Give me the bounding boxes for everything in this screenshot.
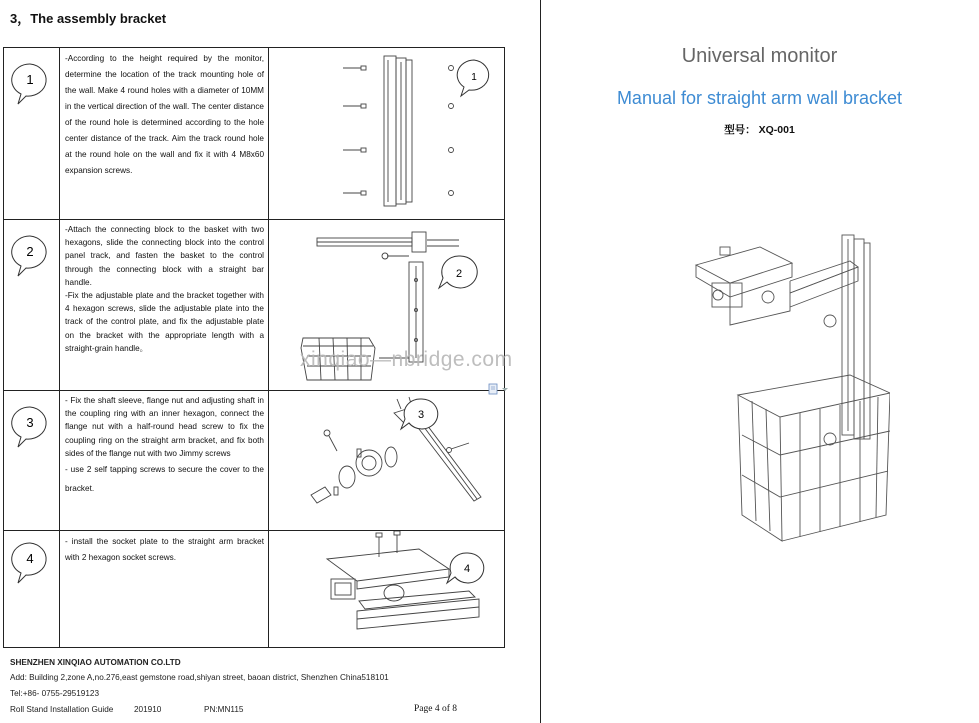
flange-nut-icon xyxy=(311,487,331,503)
figure-callout-bubble xyxy=(457,60,488,96)
screw-icon xyxy=(343,66,366,195)
figure-label: 3 xyxy=(417,409,425,421)
figure-callout-bubble xyxy=(439,256,477,288)
step-number: 1 xyxy=(26,72,34,87)
step-number-cell xyxy=(4,391,60,531)
footer-tel: Tel:+86- 0755-29519123 xyxy=(10,689,99,698)
wall-bracket-product-illustration xyxy=(690,225,890,545)
straight-arm-icon xyxy=(359,591,475,609)
footer-address: Add: Building 2,zone A,no.276,east gemstone road,shiyan street, baoan district, Shenzhen China518101 xyxy=(10,673,389,682)
figure-label: 2 xyxy=(455,268,463,280)
step-text-cell xyxy=(60,391,269,531)
step-illustration-cell xyxy=(269,531,505,648)
watermark-text: xinqiao—nbridge.com xyxy=(300,348,513,371)
step-row-4 xyxy=(4,531,505,648)
step-paragraph: - Fix the shaft sleeve, flange nut and adjusting shaft in the coupling ring with an inner hexagon, connect the flange nut with a half-round head screw to fix the coupling ring on the straight arm bracket, and fix both sides of the flange nut with two Jimmy screws xyxy=(65,396,264,458)
page-number: Page 4 of 8 xyxy=(414,704,458,714)
step-paragraph: - use 2 self tapping screws to secure the cover to the bracket. xyxy=(65,465,264,494)
footer-guide: Roll Stand Installation Guide xyxy=(10,705,114,714)
knob-icon xyxy=(824,315,836,327)
figure-label: 1 xyxy=(471,72,477,83)
step-row-1 xyxy=(4,48,505,220)
product-title: Universal monitor xyxy=(681,45,838,67)
step-text-cell xyxy=(60,48,269,220)
step-paragraph: - install the socket plate to the straight arm bracket with 2 hexagon socket screws. xyxy=(65,537,264,562)
manual-subtitle: Manual for straight arm wall bracket xyxy=(616,88,903,108)
step-text-cell xyxy=(60,220,269,391)
speech-bubble-icon xyxy=(6,232,54,280)
footer-date: 201910 xyxy=(134,705,162,714)
wire-basket-icon xyxy=(738,375,890,541)
coupling-ring-icon xyxy=(356,450,382,476)
step-paragraph: -Attach the connecting block to the basket with two hexagons, slide the connecting block into the control panel track, and fasten the basket to the control through the connecting block with a straight bar handle. xyxy=(65,225,264,287)
model-number: 型号： XQ-001 xyxy=(724,124,795,136)
step-number: 2 xyxy=(26,244,34,259)
footer-pn: PN:MN115 xyxy=(204,705,244,714)
speech-bubble-icon xyxy=(6,403,54,451)
speech-bubble-icon xyxy=(6,60,54,108)
wall-track-illustration xyxy=(269,48,504,214)
step-number: 3 xyxy=(26,415,34,430)
figure-callout-bubble xyxy=(401,399,438,429)
figure-callout-bubble xyxy=(447,553,484,583)
step-number: 4 xyxy=(26,551,34,566)
step-number-cell xyxy=(4,220,60,391)
step-row-3 xyxy=(4,391,505,531)
step-number-cell xyxy=(4,531,60,648)
step-number-cell xyxy=(4,48,60,220)
speech-bubble-icon xyxy=(6,539,54,587)
track-rail-icon xyxy=(384,56,412,206)
step-text-cell xyxy=(60,531,269,648)
step-paragraph: -Fix the adjustable plate and the bracket together with 4 hexagon screws, slide the adjustable plate into the track of the control plate, and fix the adjustable plate on the bracket with the appropriate length with a straight-grain handle。 xyxy=(65,291,264,353)
document-icon[interactable] xyxy=(488,383,510,395)
step-illustration-cell xyxy=(269,391,505,531)
figure-label: 4 xyxy=(463,563,471,575)
monitor-plate-icon xyxy=(696,247,792,325)
footer-company: SHENZHEN XINQIAO AUTOMATION CO.LTD xyxy=(10,658,181,667)
step-paragraph: -According to the height required by the monitor, determine the location of the track mounting hole of the wall. Make 4 round holes with a diameter of 10MM in the vertical direction of the wall. The center distance of the round hole is determined according to the hole center distance of the track. Aim the track round hole at the round hole on the wall and fix it with 4 M8x60 expansion screws. xyxy=(65,54,264,175)
section-heading: 3，The assembly bracket xyxy=(10,11,167,26)
step-illustration-cell xyxy=(269,48,505,220)
coupling-ring-illustration xyxy=(269,391,504,525)
socket-plate-illustration xyxy=(269,531,504,642)
socket-plate-icon xyxy=(327,549,449,581)
